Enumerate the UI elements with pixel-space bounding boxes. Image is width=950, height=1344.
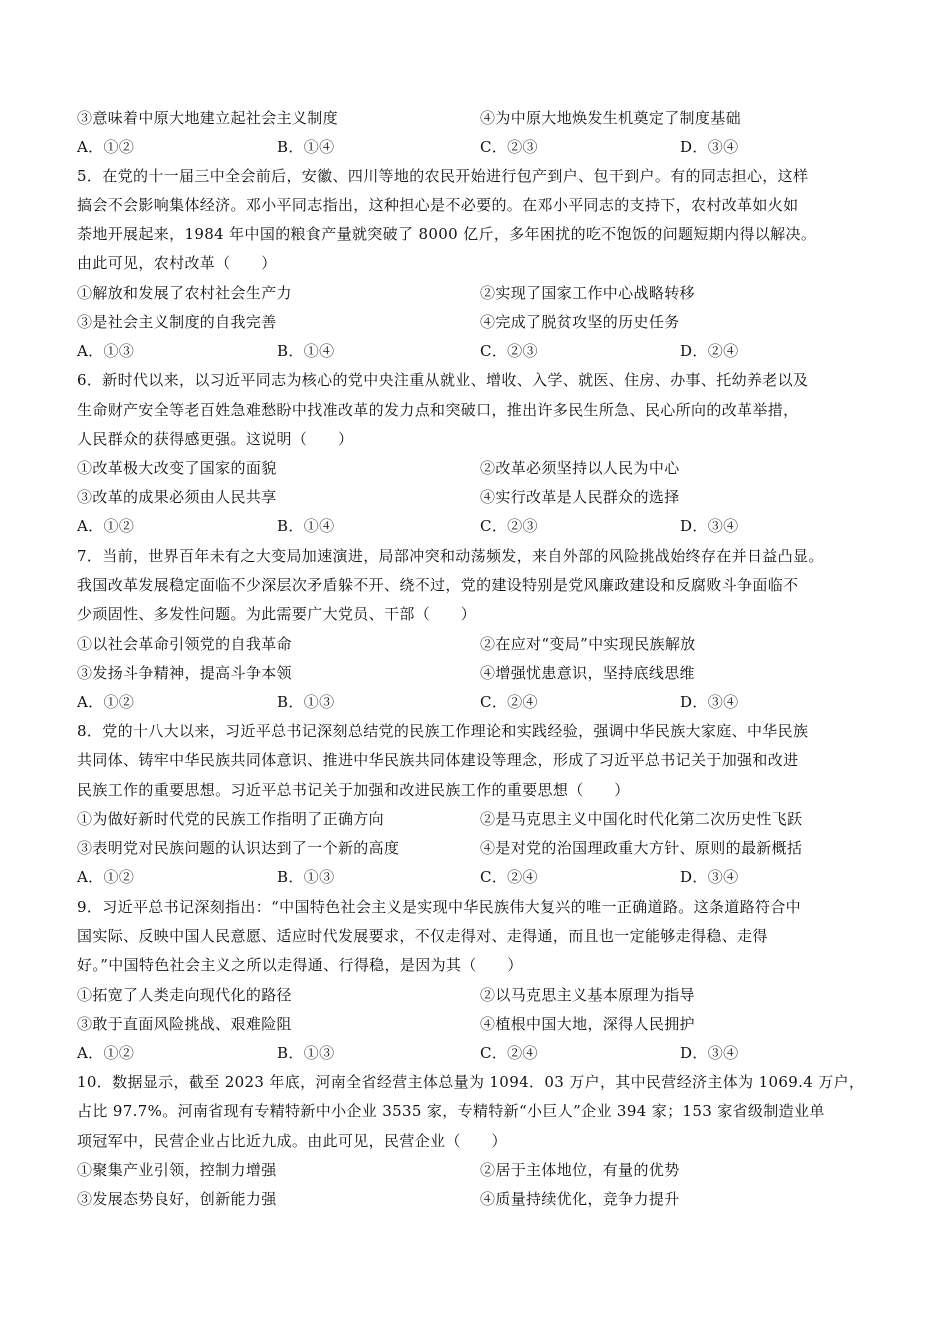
q5-stem-line: 搞会不会影响集体经济。邓小平同志指出，这种担心是不必要的。在邓小平同志的支持下，农村改革如火如 — [77, 196, 799, 214]
q9-stem-line: 9．习近平总书记深刻指出：“中国特色社会主义是实现中华民族伟大复兴的唯一正确道路。这条道路符合中 — [77, 898, 802, 916]
q6-stem-line: 人民群众的获得感更强。这说明（ ） — [77, 430, 354, 448]
q8-stem-line: 民族工作的重要思想。习近平总书记关于加强和改进民族工作的重要思想（ ） — [77, 781, 630, 799]
q4-item-3: ③意味着中原大地建立起社会主义制度 — [77, 109, 338, 127]
q5-stem-line: 荼地开展起来，1984 年中国的粮食产量就突破了 8000 亿斤，多年困扰的吃不饱饭的问题短期内得以解决。 — [77, 225, 817, 243]
q9-item-1: ①拓宽了人类走向现代化的路径 — [77, 986, 292, 1004]
q6-option-a: A．①② — [77, 517, 135, 535]
q6-option-b: B．①④ — [277, 517, 335, 535]
q5-stem-line: 5．在党的十一届三中全会前后，安徽、四川等地的农民开始进行包产到户、包干到户。有的同志担心，这样 — [77, 167, 809, 185]
q8-item-2: ②是马克思主义中国化时代化第二次历史性飞跃 — [480, 810, 803, 828]
q8-option-c: C．②④ — [480, 868, 538, 886]
q5-item-4: ④完成了脱贫攻坚的历史任务 — [480, 313, 680, 331]
q7-stem-line: 我国改革发展稳定面临不少深层次矛盾躲不开、绕不过，党的建设特别是党风廉政建设和反腐败斗争面临不 — [77, 576, 799, 594]
q6-option-c: C．②③ — [480, 517, 538, 535]
q8-stem-line: 8．党的十八大以来，习近平总书记深刻总结党的民族工作理论和实践经验，强调中华民族大家庭、中华民族 — [77, 722, 809, 740]
q7-option-b: B．①③ — [277, 693, 335, 711]
q6-item-1: ①改革极大改变了国家的面貌 — [77, 459, 277, 477]
q5-option-c: C．②③ — [480, 342, 538, 360]
q6-item-2: ②改革必须坚持以人民为中心 — [480, 459, 680, 477]
q6-stem-line: 生命财产安全等老百姓急难愁盼中找准改革的发力点和突破口，推出许多民生所急、民心所向的改革举措， — [77, 401, 799, 419]
q9-stem-line: 国实际、反映中国人民意愿、适应时代发展要求，不仅走得对、走得通，而且也一定能够走得稳、走得 — [77, 927, 768, 945]
q9-item-3: ③敢于直面风险挑战、艰难险阻 — [77, 1015, 292, 1033]
q8-item-4: ④是对党的治国理政重大方针、原则的最新概括 — [480, 839, 803, 857]
q9-option-a: A．①② — [77, 1044, 135, 1062]
q5-option-a: A．①③ — [77, 342, 135, 360]
q8-option-b: B．①③ — [277, 868, 335, 886]
q10-item-1: ①聚集产业引领，控制力增强 — [77, 1161, 277, 1179]
q7-item-3: ③发扬斗争精神，提高斗争本领 — [77, 664, 292, 682]
q5-option-d: D．②④ — [680, 342, 739, 360]
q9-item-2: ②以马克思主义基本原理为指导 — [480, 986, 695, 1004]
q4-option-b: B．①④ — [277, 138, 335, 156]
q6-stem-line: 6．新时代以来，以习近平同志为核心的党中央注重从就业、增收、入学、就医、住房、办事、托幼养老以及 — [77, 371, 809, 389]
q8-item-1: ①为做好新时代党的民族工作指明了正确方向 — [77, 810, 385, 828]
q7-item-1: ①以社会革命引领党的自我革命 — [77, 635, 292, 653]
q4-item-4: ④为中原大地焕发生机奠定了制度基础 — [480, 109, 741, 127]
q4-option-c: C．②③ — [480, 138, 538, 156]
q9-option-b: B．①③ — [277, 1044, 335, 1062]
q10-item-3: ③发展态势良好，创新能力强 — [77, 1190, 277, 1208]
q7-option-a: A．①② — [77, 693, 135, 711]
q10-stem-line: 10．数据显示，截至 2023 年底，河南全省经营主体总量为 1094．03 万户，其中民营经济主体为 1069.4 万户， — [77, 1073, 865, 1091]
q4-option-a: A．①② — [77, 138, 135, 156]
q4-option-d: D．③④ — [680, 138, 739, 156]
q5-item-1: ①解放和发展了农村社会生产力 — [77, 284, 292, 302]
q8-option-a: A．①② — [77, 868, 135, 886]
q7-stem-line: 7．当前，世界百年未有之大变局加速演进，局部冲突和动荡频发，来自外部的风险挑战始终存在并日益凸显。 — [77, 547, 824, 565]
q9-stem-line: 好。”中国特色社会主义之所以走得通、行得稳，是因为其（ ） — [77, 956, 523, 974]
q9-option-c: C．②④ — [480, 1044, 538, 1062]
q7-option-c: C．②④ — [480, 693, 538, 711]
q6-option-d: D．③④ — [680, 517, 739, 535]
q6-item-4: ④实行改革是人民群众的选择 — [480, 488, 680, 506]
q10-item-2: ②居于主体地位，有量的优势 — [480, 1161, 680, 1179]
q7-item-4: ④增强忧患意识，坚持底线思维 — [480, 664, 695, 682]
q10-stem-line: 占比 97.7%。河南省现有专精特新中小企业 3535 家，专精特新“小巨人”企业 394 家；153 家省级制造业单 — [77, 1102, 825, 1120]
q7-stem-line: 少顽固性、多发性问题。为此需要广大党员、干部（ ） — [77, 605, 477, 623]
q5-item-3: ③是社会主义制度的自我完善 — [77, 313, 277, 331]
q8-stem-line: 共同体、铸牢中华民族共同体意识、推进中华民族共同体建设等理念，形成了习近平总书记关于加强和改进 — [77, 751, 799, 769]
q8-item-3: ③表明党对民族问题的认识达到了一个新的高度 — [77, 839, 400, 857]
q7-item-2: ②在应对“变局”中实现民族解放 — [480, 635, 696, 653]
q8-option-d: D．③④ — [680, 868, 739, 886]
q5-stem-line: 由此可见，农村改革（ ） — [77, 254, 277, 272]
q10-stem-line: 项冠军中，民营企业占比近九成。由此可见，民营企业（ ） — [77, 1132, 507, 1150]
q10-item-4: ④质量持续优化，竞争力提升 — [480, 1190, 680, 1208]
q5-option-b: B．①④ — [277, 342, 335, 360]
q7-option-d: D．③④ — [680, 693, 739, 711]
q6-item-3: ③改革的成果必须由人民共享 — [77, 488, 277, 506]
q9-option-d: D．③④ — [680, 1044, 739, 1062]
q5-item-2: ②实现了国家工作中心战略转移 — [480, 284, 695, 302]
q9-item-4: ④植根中国大地，深得人民拥护 — [480, 1015, 695, 1033]
